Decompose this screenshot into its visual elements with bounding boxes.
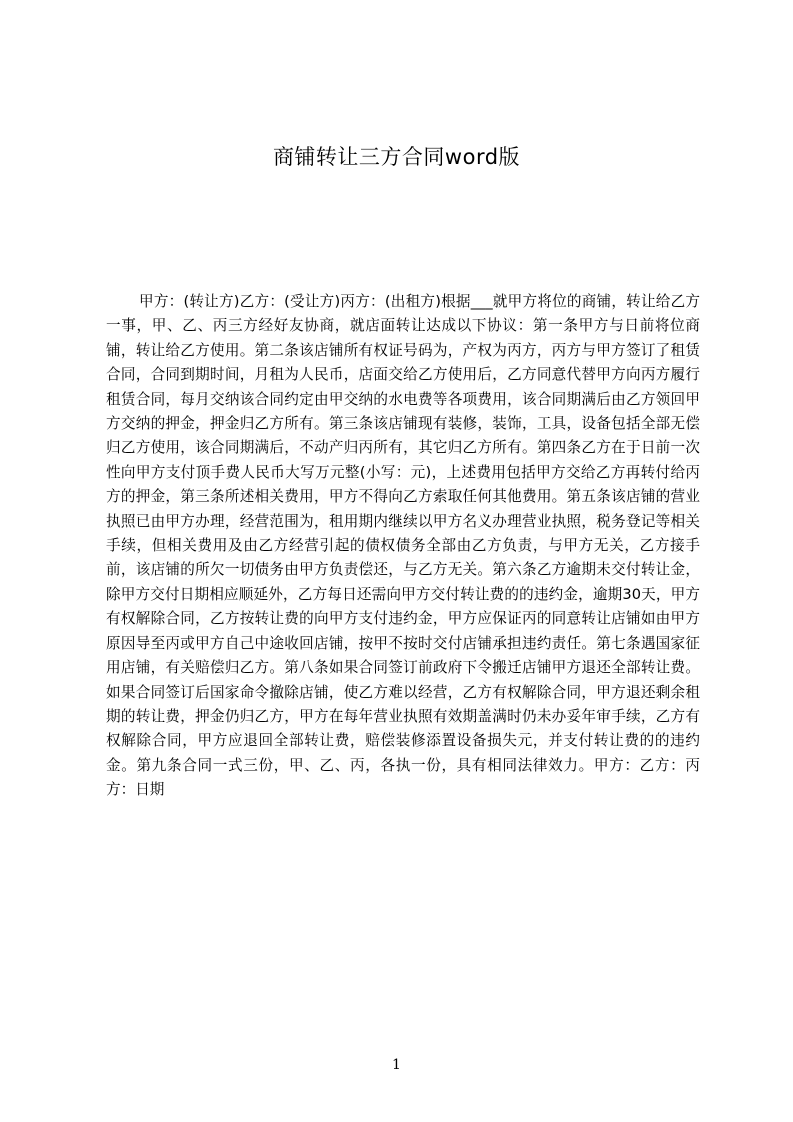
contract-body-text: 甲方：(转让方)乙方：(受让方)丙方：(出租方)根据___就甲方将位的商铺，转让给乙方一事，甲、乙、丙三方经好友协商，就店面转让达成以下协议：第一条甲方与日前将位商铺，转让给乙方使用。第二条该店铺所有权证号码为，产权为丙方，丙方与甲方签订了租赁合同，合同到期时间，月租为人民币，店面交给乙方使用后，乙方同意代替甲方向丙方履行租赁合同，每月交纳该合同约定由甲交纳的水电费等各项费用，该合同期满后由乙方领回甲方交纳的押金，押金归乙方所有。第三条该店铺现有装修，装饰，工具，设备包括全部无偿归乙方使用，该合同期满后，不动产归丙所有，其它归乙方所有。第四条乙方在于日前一次性向甲方支付顶手费人民币大写万元整(小写：元)，上述费用包括甲方交给乙方再转付给丙方的押金，第三条所述相关费用，甲方不得向乙方索取任何其他费用。第五条该店铺的营业执照已由甲方办理，经营范围为，租用期内继续以甲方名义办理营业执照，税务登记等相关手续，但相关费用及由乙方经营引起的债权债务全部由乙方负责，与甲方无关，乙方接手前，该店铺的所欠一切债务由甲方负责偿还，与乙方无关。第六条乙方逾期未交付转让金，除甲方交付日期相应顺延外，乙方每日还需向甲方交付转让费的的违约金，逾期30天，甲方有权解除合同，乙方按转让费的向甲方支付违约金，甲方应保证丙的同意转让店铺如由甲方原因导至丙或甲方自己中途收回店铺，按甲不按时交付店铺承担违约责任。第七条遇国家征用店铺，有关赔偿归乙方。第八条如果合同签订前政府下令搬迁店铺甲方退还全部转让费。如果合同签订后国家命令撤除店铺，使乙方难以经营，乙方有权解除合同，甲方退还剩余租期的转让费，押金仍归乙方，甲方在每年营业执照有效期盖满时仍未办妥年审手续，乙方有权解除合同，甲方应退回全部转让费，赔偿装修添置设备损失元，并支付转让费的的违约金。第九条合同一式三份，甲、乙、丙，各执一份，具有相同法律效力。甲方：乙方：丙方：日期 — [106, 293, 700, 799]
document-title: 商铺转让三方合同word版 — [272, 145, 521, 169]
page-number: 1 — [392, 1057, 401, 1073]
